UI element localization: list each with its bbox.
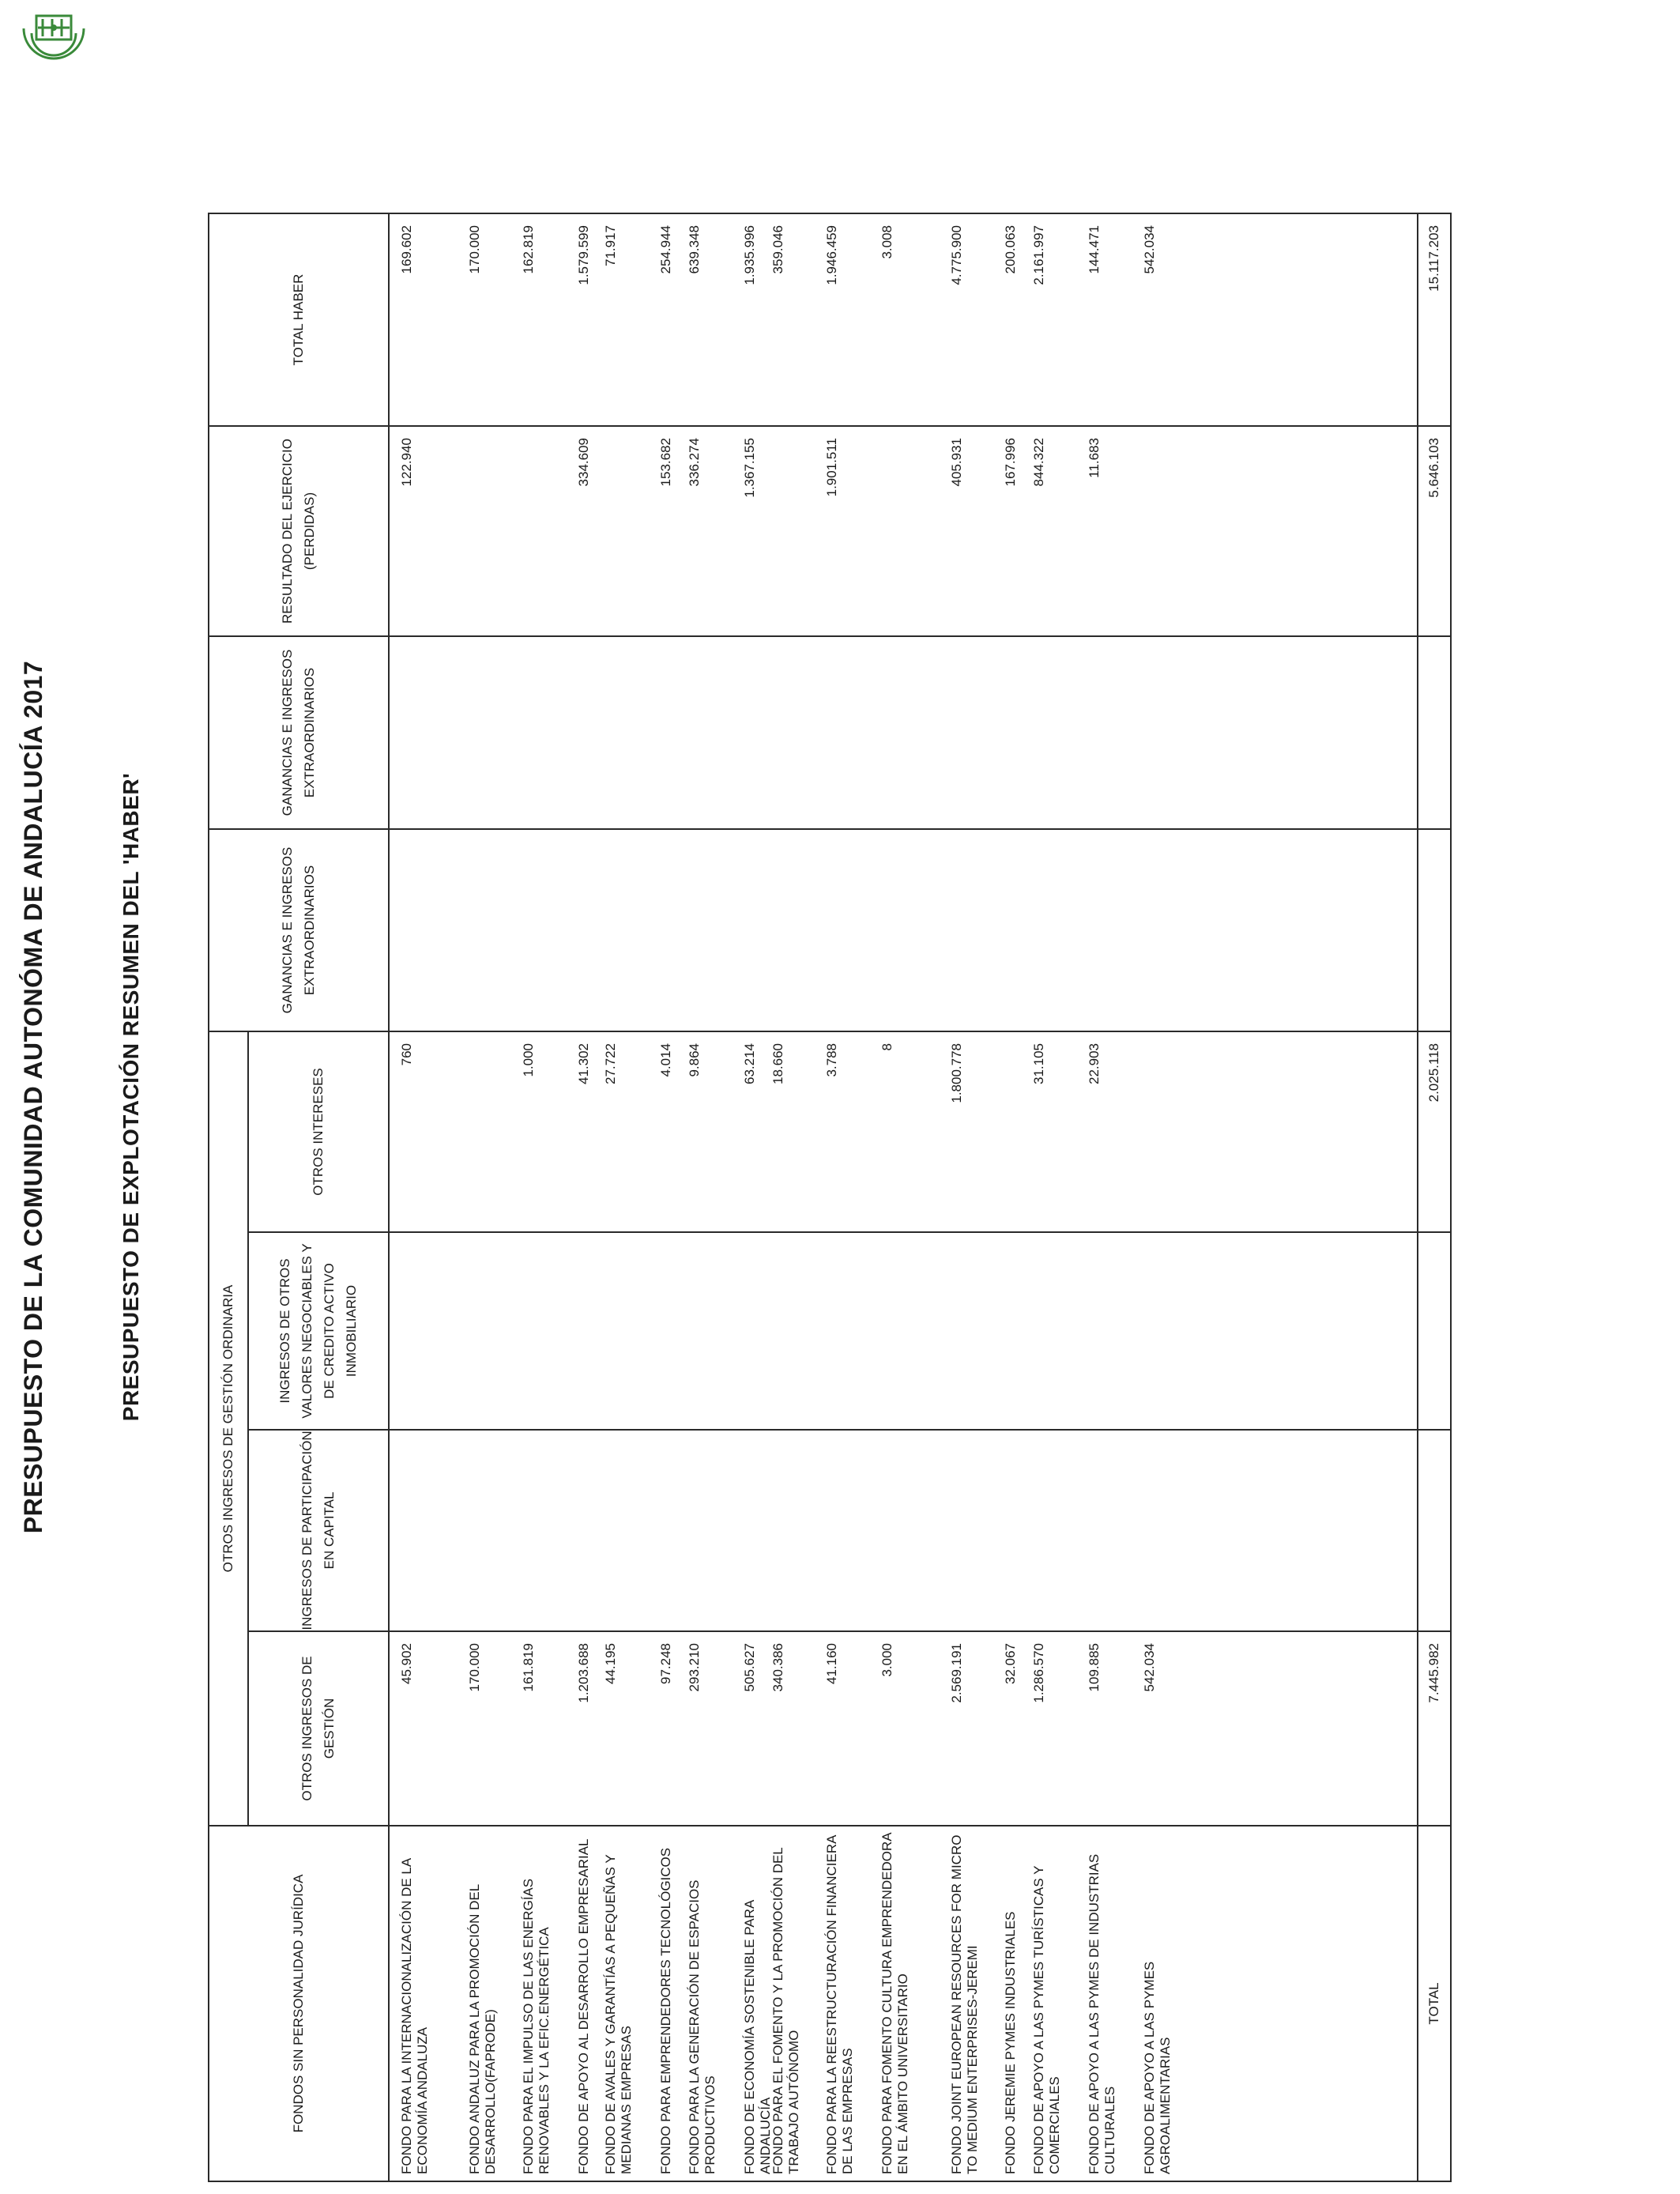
header-ganancias-1: GANANCIAS E INGRESOS EXTRAORDINARIOS: [209, 829, 389, 1031]
total-total-haber: 15.117.203: [1418, 213, 1451, 426]
fund-name: FONDO PARA EMPRENDEDORES TECNOLÓGICOS: [658, 1847, 673, 2174]
total-row: [1418, 213, 1451, 2181]
cell-value-total: 169.602: [399, 225, 414, 274]
cell-value-intereses: 3.788: [824, 1043, 839, 1077]
cell-value-total: 71.917: [603, 225, 618, 266]
cell-value-intereses: 4.014: [658, 1043, 673, 1077]
header-funds: FONDOS SIN PERSONALIDAD JURÍDICA: [209, 1826, 389, 2181]
cell-value-intereses: 1.000: [521, 1043, 536, 1077]
fund-name: FONDO JEREMIE PYMES INDUSTRIALES: [1003, 1911, 1018, 2174]
haber-table: [208, 213, 1452, 2182]
junta-de-andalucia-emblem-icon: [14, 11, 93, 68]
fund-name: FONDO DE APOYO A LAS PYMES TURÍSTICAS Y COMERCIALES: [1031, 1865, 1062, 2174]
cell-value-gestion: 32.067: [1003, 1643, 1018, 1684]
total-valores: [1418, 1232, 1451, 1430]
cell-value-total: 1.935.996: [742, 225, 757, 285]
page-subtitle: PRESUPUESTO DE EXPLOTACIÓN RESUMEN DEL 'HABER': [119, 772, 143, 1422]
cell-value-gestion: 505.627: [742, 1643, 757, 1692]
gestion-column: [389, 1631, 1418, 1826]
cell-value-total: 639.348: [687, 225, 702, 274]
fund-name: FONDO PARA EL IMPULSO DE LAS ENERGÍAS RENOVABLES Y LA EFIC.ENERGÉTICA: [521, 1878, 552, 2174]
ganancias-2-column: [389, 636, 1418, 829]
cell-value-gestion: 1.203.688: [576, 1643, 591, 1703]
cell-value-gestion: 3.000: [880, 1643, 895, 1677]
header-resultado: RESULTADO DEL EJERCICIO (PERDIDAS): [209, 426, 389, 636]
fund-name: FONDO PARA EL FOMENTO Y LA PROMOCIÓN DEL TRABAJO AUTÓNOMO: [770, 1847, 801, 2174]
cell-value-resultado: 336.274: [687, 438, 702, 487]
header-ingresos-participacion: INGRESOS DE PARTICIPACIÓN EN CAPITAL: [248, 1430, 389, 1631]
total-gestion: 7.445.982: [1418, 1631, 1451, 1826]
cell-value-gestion: 161.819: [521, 1643, 536, 1692]
cell-value-resultado: 153.682: [658, 438, 673, 487]
cell-value-total: 3.008: [880, 225, 895, 259]
header-total-haber: TOTAL HABER: [209, 213, 389, 426]
total-resultado: 5.646.103: [1418, 426, 1451, 636]
cell-value-resultado: 167.996: [1003, 438, 1018, 487]
cell-value-intereses: 41.302: [576, 1043, 591, 1084]
fund-name: FONDO PARA LA INTERNACIONALIZACIÓN DE LA ECONOMÍA ANDALUZA: [399, 1858, 430, 2174]
fund-name: FONDO PARA LA REESTRUCTURACIÓN FINANCIERA DE LAS EMPRESAS: [824, 1835, 855, 2174]
header-ingresos-otros-valores: INGRESOS DE OTROS VALORES NEGOCIABLES Y DE CREDITO ACTIVO INMOBILIARIO: [248, 1232, 389, 1430]
header-otros-ingresos-gestion: OTROS INGRESOS DE GESTIÓN: [248, 1631, 389, 1826]
cell-value-gestion: 44.195: [603, 1643, 618, 1684]
header-group: OTROS INGRESOS DE GESTIÓN ORDINARIA: [209, 1031, 248, 1826]
cell-value-gestion: 293.210: [687, 1643, 702, 1692]
cell-value-gestion: 542.034: [1142, 1643, 1157, 1692]
cell-value-gestion: 109.885: [1087, 1643, 1102, 1692]
cell-value-intereses: 18.660: [770, 1043, 785, 1084]
cell-value-gestion: 340.386: [770, 1643, 785, 1692]
cell-value-total: 359.046: [770, 225, 785, 274]
cell-value-resultado: 1.901.511: [824, 438, 839, 497]
cell-value-gestion: 170.000: [467, 1643, 482, 1692]
cell-value-intereses: 22.903: [1087, 1043, 1102, 1084]
cell-value-gestion: 2.569.191: [949, 1643, 964, 1703]
cell-value-total: 1.946.459: [824, 225, 839, 285]
cell-value-total: 162.819: [521, 225, 536, 274]
total-label: TOTAL: [1418, 1826, 1451, 2181]
cell-value-intereses: 8: [880, 1043, 895, 1051]
cell-value-resultado: 844.322: [1031, 438, 1046, 487]
cell-value-total: 254.944: [658, 225, 673, 274]
valores-column: [389, 1232, 1418, 1430]
total-haber-column: [389, 213, 1418, 426]
fund-name: FONDO DE APOYO A LAS PYMES AGROALIMENTARIAS: [1142, 1961, 1173, 2174]
fund-name: FONDO DE AVALES Y GARANTÍAS A PEQUEÑAS Y MEDIANAS EMPRESAS: [603, 1854, 634, 2174]
participacion-column: [389, 1430, 1418, 1631]
cell-value-intereses: 760: [399, 1043, 414, 1066]
cell-value-resultado: 405.931: [949, 438, 964, 487]
cell-value-gestion: 41.160: [824, 1643, 839, 1684]
cell-value-total: 542.034: [1142, 225, 1157, 274]
header-otros-intereses: OTROS INTERESES: [248, 1031, 389, 1232]
cell-value-gestion: 1.286.570: [1031, 1643, 1046, 1703]
cell-value-resultado: 334.609: [576, 438, 591, 487]
cell-value-resultado: 1.367.155: [742, 438, 757, 498]
fund-name: FONDO JOINT EUROPEAN RESOURCES FOR MICRO TO MEDIUM ENTERPRISES-JEREMI: [949, 1834, 980, 2174]
cell-value-intereses: 31.105: [1031, 1043, 1046, 1084]
page-title: PRESUPUESTO DE LA COMUNIDAD AUTONÓMA DE ANDALUCÍA 2017: [19, 660, 47, 1534]
cell-value-intereses: 27.722: [603, 1043, 618, 1084]
cell-value-resultado: 122.940: [399, 438, 414, 487]
fund-name: FONDO DE APOYO A LAS PYMES DE INDUSTRIAS CULTURALES: [1087, 1853, 1117, 2174]
total-ganancias-1: [1418, 829, 1451, 1031]
ganancias-1-column: [389, 829, 1418, 1031]
fund-name: FONDO DE ECONOMÍA SOSTENIBLE PARA ANDALUCÍA: [742, 1900, 773, 2174]
intereses-column: [389, 1031, 1418, 1232]
total-participacion: [1418, 1430, 1451, 1631]
fund-name: FONDO PARA LA GENERACIÓN DE ESPACIOS PRODUCTIVOS: [687, 1879, 718, 2174]
cell-value-total: 170.000: [467, 225, 482, 274]
cell-value-total: 144.471: [1087, 225, 1102, 274]
cell-value-gestion: 97.248: [658, 1643, 673, 1684]
cell-value-intereses: 63.214: [742, 1043, 757, 1084]
resultado-column: [389, 426, 1418, 636]
cell-value-total: 200.063: [1003, 225, 1018, 274]
funds-name-column: [389, 1826, 1418, 2181]
cell-value-gestion: 45.902: [399, 1643, 414, 1684]
total-ganancias-2: [1418, 636, 1451, 829]
header-ganancias-2: GANANCIAS E INGRESOS EXTRAORDINARIOS: [209, 636, 389, 829]
total-intereses: 2.025.118: [1418, 1031, 1451, 1232]
cell-value-intereses: 9.864: [687, 1043, 702, 1077]
cell-value-total: 2.161.997: [1031, 225, 1046, 285]
cell-value-total: 1.579.599: [576, 225, 591, 285]
cell-value-total: 4.775.900: [949, 225, 964, 285]
cell-value-intereses: 1.800.778: [949, 1043, 964, 1103]
fund-name: FONDO ANDALUZ PARA LA PROMOCIÓN DEL DESARROLLO(FAPRODE): [467, 1884, 498, 2174]
cell-value-resultado: 11.683: [1087, 438, 1102, 478]
fund-name: FONDO PARA FOMENTO CULTURA EMPRENDEDORA EN EL ÁMBITO UNIVERSITARIO: [880, 1833, 910, 2174]
fund-name: FONDO DE APOYO AL DESARROLLO EMPRESARIAL: [576, 1838, 591, 2174]
